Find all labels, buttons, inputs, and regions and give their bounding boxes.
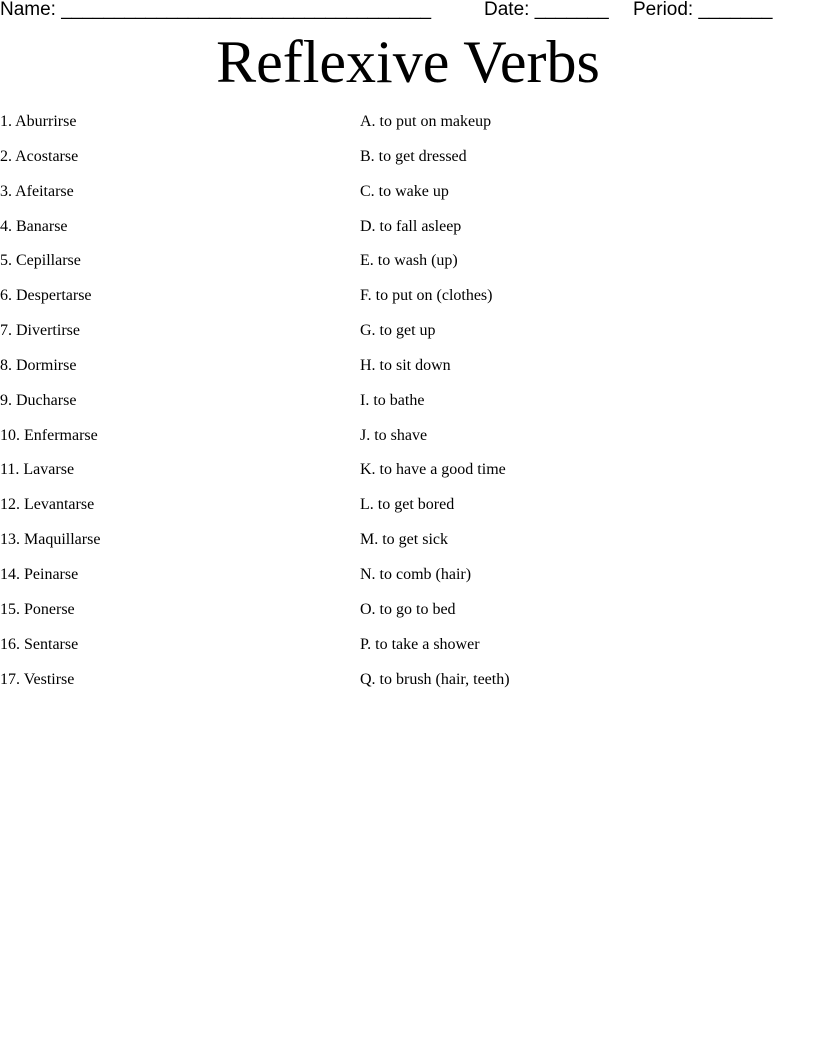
definition-item: M. to get sick bbox=[360, 531, 448, 549]
verb-item: 4. Banarse bbox=[0, 217, 68, 235]
verb-item: 15. Ponerse bbox=[0, 600, 75, 618]
verb-item: 17. Vestirse bbox=[0, 670, 75, 688]
definition-item: D. to fall asleep bbox=[360, 217, 462, 235]
definition-item: E. to wash (up) bbox=[360, 252, 458, 270]
worksheet-header bbox=[0, 0, 816, 24]
definition-item: Q. to brush (hair, teeth) bbox=[360, 670, 510, 688]
definition-item: H. to sit down bbox=[360, 356, 451, 374]
definition-item: A. to put on makeup bbox=[360, 113, 492, 130]
verb-item: 8. Dormirse bbox=[0, 356, 77, 374]
date-field: Date: _______ bbox=[484, 0, 609, 20]
definition-item: L. to get bored bbox=[360, 496, 455, 514]
verb-item: 5. Cepillarse bbox=[0, 252, 81, 270]
definition-item: K. to have a good time bbox=[360, 461, 506, 479]
verb-list bbox=[0, 112, 340, 704]
definition-list bbox=[360, 112, 800, 704]
verb-item: 6. Despertarse bbox=[0, 287, 92, 305]
definition-item: C. to wake up bbox=[360, 182, 449, 200]
definition-item: F. to put on (clothes) bbox=[360, 287, 493, 305]
definition-item: B. to get dressed bbox=[360, 147, 467, 165]
name-field: Name: ___________________________________ bbox=[0, 0, 432, 20]
verb-item: 10. Enfermarse bbox=[0, 426, 98, 444]
verb-item: 9. Ducharse bbox=[0, 391, 77, 409]
verb-item: 14. Peinarse bbox=[0, 565, 79, 583]
definition-item: N. to comb (hair) bbox=[360, 565, 472, 583]
definition-item: O. to go to bed bbox=[360, 600, 456, 618]
definition-item: I. to bathe bbox=[360, 391, 425, 409]
definition-item: G. to get up bbox=[360, 322, 436, 340]
definition-item: P. to take a shower bbox=[360, 635, 480, 653]
verb-item: 1. Aburrirse bbox=[0, 113, 77, 130]
verb-item: 12. Levantarse bbox=[0, 496, 95, 514]
verb-item: 7. Divertirse bbox=[0, 322, 80, 340]
definition-item: J. to shave bbox=[360, 426, 428, 444]
verb-item: 13. Maquillarse bbox=[0, 531, 101, 549]
verb-item: 3. Afeitarse bbox=[0, 182, 74, 200]
worksheet-title: Reflexive Verbs bbox=[216, 29, 600, 95]
verb-item: 11. Lavarse bbox=[0, 461, 75, 479]
verb-item: 2. Acostarse bbox=[0, 147, 79, 165]
period-field: Period: _______ bbox=[633, 0, 773, 20]
verb-item: 16. Sentarse bbox=[0, 635, 79, 653]
